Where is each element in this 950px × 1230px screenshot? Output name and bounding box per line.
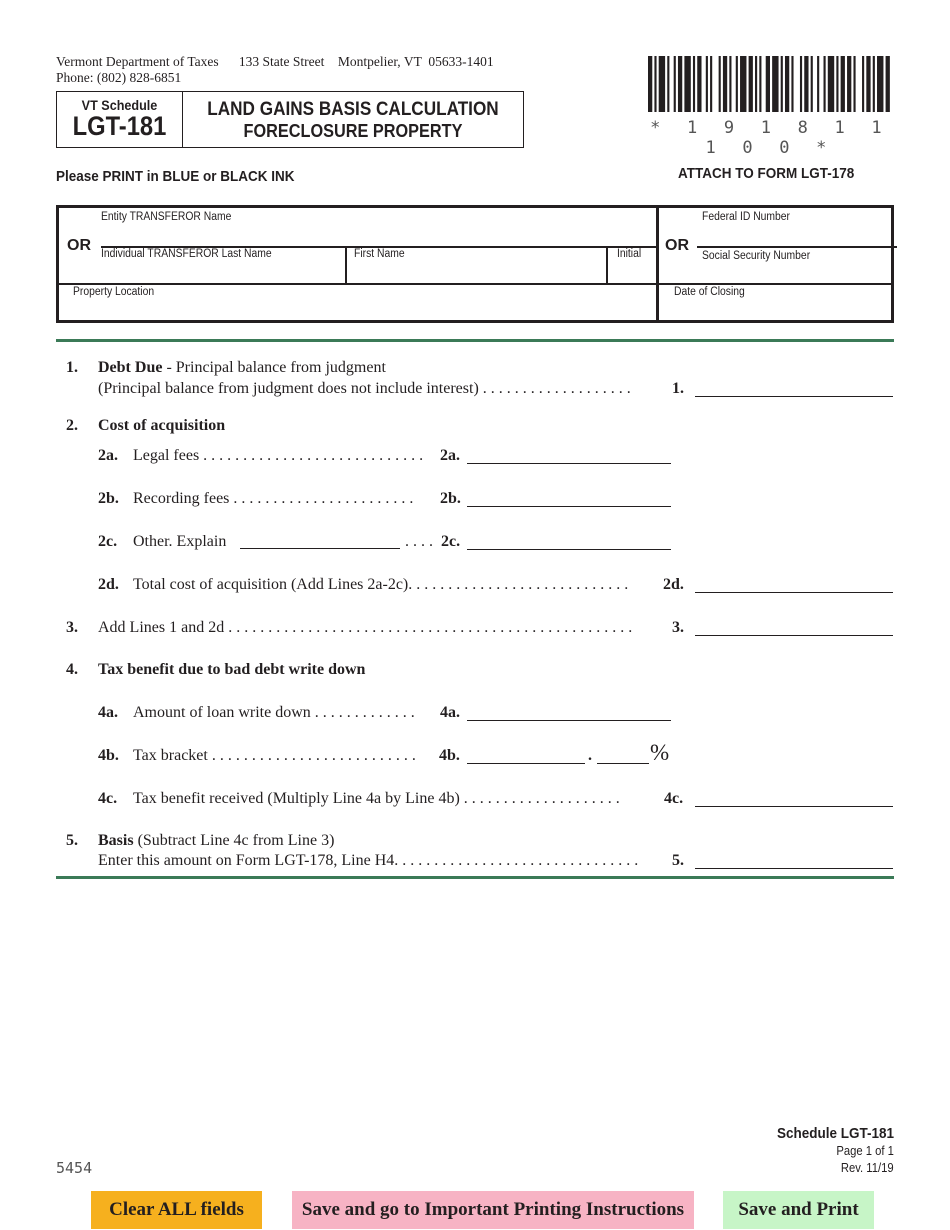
line-4b-decimal-entry[interactable] (597, 763, 649, 764)
section-divider (56, 339, 894, 342)
last-name-label: Individual TRANSFEROR Last Name (101, 248, 272, 260)
line-2c-label: Other. Explain (133, 533, 227, 550)
line-2a-entry[interactable] (467, 463, 671, 464)
form-code: 5454 (56, 1159, 93, 1177)
line-4b-whole-entry[interactable] (467, 763, 585, 764)
date-closing-label: Date of Closing (674, 286, 745, 298)
line-4b-decimal: . (588, 747, 592, 764)
line-4c-entry[interactable] (695, 806, 893, 807)
attach-instruction: ATTACH TO FORM LGT-178 (678, 165, 855, 182)
line-3-ref: 3. (672, 619, 684, 636)
line-2c-entry[interactable] (467, 549, 671, 550)
line-3-label: Add Lines 1 and 2d . . . . . . . . . . . . . . . . . . . . . . . . . . . . . . . . . . . . . . . . . . . . . . . . . . . (98, 619, 633, 636)
line-2d-entry[interactable] (695, 592, 893, 593)
divider (345, 246, 347, 284)
divider (656, 208, 659, 320)
footer-revision: Rev. 11/19 (841, 1161, 894, 1175)
federal-id-label: Federal ID Number (702, 211, 791, 223)
line-2b-ref: 2b. (440, 490, 461, 507)
barcode-number: * 1 9 1 8 1 1 1 0 0 * (650, 118, 890, 158)
line-4c-ref: 4c. (664, 790, 684, 807)
property-location-label: Property Location (73, 286, 155, 298)
line-5-title: Basis (98, 832, 134, 849)
line-2b-number: 2b. (98, 490, 119, 507)
save-print-button[interactable]: Save and Print (723, 1191, 874, 1229)
barcode-icon (648, 56, 892, 112)
line-4a-label: Amount of loan write down . . . . . . . . . . . . . (133, 704, 415, 721)
line-1-subtext: (Principal balance from judgment does not include interest) . . . . . . . . . . . . . . . . . . . (98, 380, 631, 397)
form-title-line2: FORECLOSURE PROPERTY (243, 120, 463, 141)
line-4b-label: Tax bracket . . . . . . . . . . . . . . . . . . . . . . . . . . (133, 747, 416, 764)
line-2d-ref: 2d. (663, 576, 684, 593)
line-4-number: 4. (66, 661, 78, 678)
line-2b-entry[interactable] (467, 506, 671, 507)
form-title-line1: LAND GAINS BASIS CALCULATION (207, 98, 499, 120)
line-2c-ref: 2c. (441, 533, 461, 550)
line-2a-ref: 2a. (440, 447, 460, 464)
initial-label: Initial (617, 248, 642, 260)
line-5-ref: 5. (672, 852, 684, 869)
department-address: Vermont Department of Taxes 133 State Street Montpelier, VT 05633-1401 (56, 54, 494, 69)
department-phone: Phone: (802) 828-6851 (56, 70, 182, 85)
schedule-number: LGT-181 (72, 111, 167, 141)
line-1-ref: 1. (672, 380, 684, 397)
line-5-label (98, 831, 334, 851)
line-1-label (98, 358, 386, 378)
divider (606, 246, 608, 284)
or-label: OR (67, 237, 91, 254)
line-5-subtext: Enter this amount on Form LGT-178, Line H4. . . . . . . . . . . . . . . . . . . . . . . . . . . . . . . (98, 852, 639, 869)
line-2c-number: 2c. (98, 533, 118, 550)
line-4b-number: 4b. (98, 747, 119, 764)
line-2d-number: 2d. (98, 576, 119, 593)
line-2-title: Cost of acquisition (98, 417, 226, 434)
line-4a-number: 4a. (98, 704, 118, 721)
line-4a-entry[interactable] (467, 720, 671, 721)
line-2c-dots: . . . . (405, 533, 433, 550)
line-2b-label: Recording fees . . . . . . . . . . . . . . . . . . . . . . . (133, 490, 414, 507)
ssn-label: Social Security Number (702, 250, 811, 262)
footer-page: Page 1 of 1 (836, 1144, 894, 1158)
schedule-label: VT Schedule (81, 97, 158, 113)
line-4c-number: 4c. (98, 790, 118, 807)
line-1-title: Debt Due (98, 359, 163, 376)
divider (59, 283, 894, 285)
line-2a-label: Legal fees . . . . . . . . . . . . . . . . . . . . . . . . . . . . (133, 447, 424, 464)
line-4c-label: Tax benefit received (Multiply Line 4a by Line 4b) . . . . . . . . . . . . . . . . . . . . (133, 790, 620, 807)
divider (697, 246, 897, 248)
entity-name-label: Entity TRANSFEROR Name (101, 211, 232, 223)
line-3-number: 3. (66, 619, 78, 636)
transferor-info-box (56, 205, 894, 323)
print-instruction: Please PRINT in BLUE or BLACK INK (56, 168, 295, 185)
line-1-number: 1. (66, 359, 78, 376)
line-4b-ref: 4b. (439, 747, 460, 764)
line-5-number: 5. (66, 832, 78, 849)
or-label: OR (665, 237, 689, 254)
footer-schedule: Schedule LGT-181 (776, 1125, 894, 1142)
line-2c-explain-entry[interactable] (240, 548, 400, 549)
line-2d-label: Total cost of acquisition (Add Lines 2a-2c). . . . . . . . . . . . . . . . . . . . . . . . . . . . (133, 576, 629, 593)
line-3-entry[interactable] (695, 635, 893, 636)
line-4-title: Tax benefit due to bad debt write down (98, 661, 366, 678)
line-5-entry[interactable] (695, 868, 893, 869)
percent-sign: % (650, 740, 670, 765)
save-instructions-button[interactable]: Save and go to Important Printing Instructions (292, 1191, 694, 1229)
line-1-entry[interactable] (695, 396, 893, 397)
line-4a-ref: 4a. (440, 704, 460, 721)
section-divider (56, 876, 894, 879)
line-5-desc: (Subtract Line 4c from Line 3) (133, 832, 335, 849)
clear-all-button[interactable]: Clear ALL fields (91, 1191, 262, 1229)
line-1-desc: - Principal balance from judgment (162, 359, 386, 376)
line-2-number: 2. (66, 417, 78, 434)
schedule-title-box (56, 91, 524, 148)
line-2a-number: 2a. (98, 447, 118, 464)
first-name-label: First Name (354, 248, 405, 260)
